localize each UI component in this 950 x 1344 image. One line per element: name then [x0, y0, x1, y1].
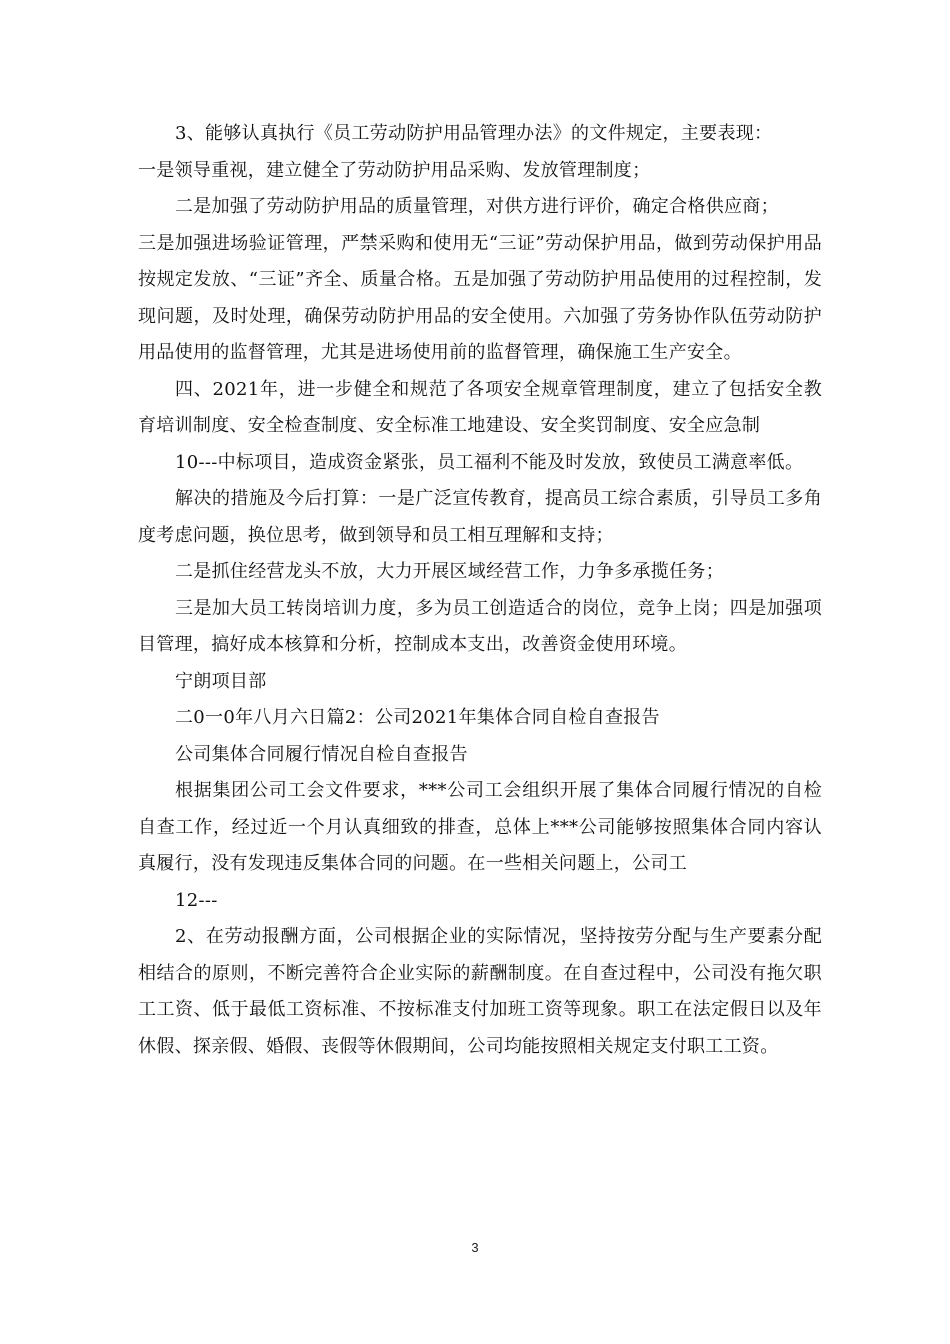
paragraph: 三是加大员工转岗培训力度，多为员工创造适合的岗位，竞争上岗；四是加强项目管理，搞好成本核算和分析，控制成本支出，改善资金使用环境。	[138, 597, 822, 655]
signature-line: 宁朗项目部	[175, 670, 267, 692]
paragraph: 三是加强进场验证管理，严禁采购和使用无“三证”劳动保护用品，做到劳动保护用品按规定发放、“三证”齐全、质量合格。五是加强了劳动防护用品使用的过程控制，发现问题，及时处理，确保劳动防护用品的安全使用。六加强了劳务协作队伍劳动防护用品使用的监督管理，尤其是进场使用前的监督管理，确保施工生产安全。	[138, 232, 822, 363]
paragraph: 12---	[175, 889, 218, 911]
paragraph: 10---中标项目，造成资金紧张，员工福利不能及时发放，致使员工满意率低。	[175, 451, 804, 473]
page-number: 3	[471, 1240, 479, 1255]
paragraph: 2、在劳动报酬方面，公司根据企业的实际情况，坚持按劳分配与生产要素分配相结合的原则，不断完善符合企业实际的薪酬制度。在自查过程中，公司没有拖欠职工工资、低于最低工资标准、不按标准支付加班工资等现象。职工在法定假日以及年休假、探亲假、婚假、丧假等休假期间，公司均能按照相关规定支付职工工资。	[138, 926, 822, 1057]
paragraph: 解决的措施及今后打算：一是广泛宣传教育，提高员工综合素质，引导员工多角度考虑问题，换位思考，做到领导和员工相互理解和支持；	[138, 488, 822, 546]
date-and-section-heading: 二0一0年八月六日篇2：公司2021年集体合同自检自查报告	[175, 707, 660, 728]
paragraph: 四、2021年，进一步健全和规范了各项安全规章管理制度，建立了包括安全教育培训制度、安全检查制度、安全标准工地建设、安全奖罚制度、安全应急制	[138, 378, 822, 436]
paragraph: 3、能够认真执行《员工劳动防护用品管理办法》的文件规定，主要表现：	[175, 123, 773, 144]
paragraph: 二是加强了劳动防护用品的质量管理，对供方进行评价，确定合格供应商；	[175, 196, 779, 217]
report-title: 公司集体合同履行情况自检自查报告	[175, 743, 468, 765]
paragraph: 根据集团公司工会文件要求，***公司工会组织开展了集体合同履行情况的自检自查工作，经过近一个月认真细致的排查，总体上***公司能够按照集体合同内容认真履行，没有发现违反集体合同的问题。在一些相关问题上，公司工	[138, 780, 822, 874]
document-body	[138, 116, 822, 1065]
paragraph: 一是领导重视，建立健全了劳动防护用品采购、发放管理制度；	[138, 159, 651, 181]
paragraph: 二是抓住经营龙头不放，大力开展区域经营工作，力争多承揽任务；	[175, 561, 724, 582]
